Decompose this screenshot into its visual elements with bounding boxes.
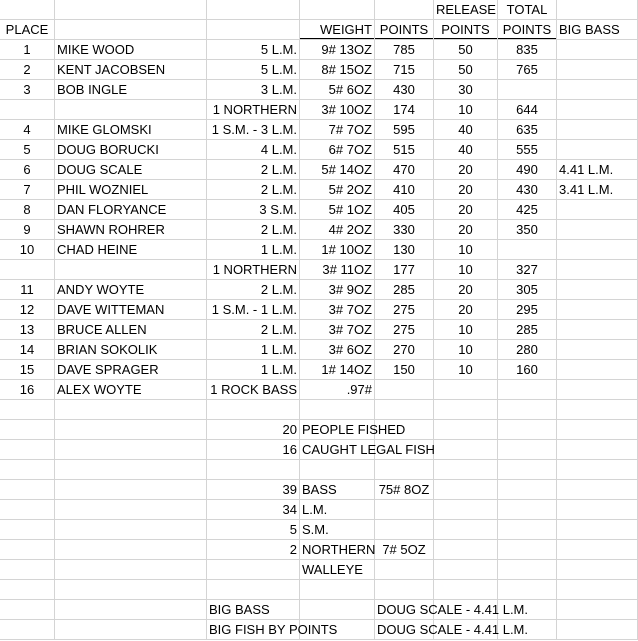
row-place[interactable]: 2 [0, 60, 55, 80]
sheet-cell[interactable] [434, 400, 498, 420]
summary-extra[interactable]: 7# 5OZ [375, 540, 434, 560]
sheet-cell[interactable] [0, 400, 55, 420]
row-points[interactable]: 515 [375, 140, 434, 160]
row-release[interactable]: 10 [434, 100, 498, 120]
sheet-cell[interactable] [557, 400, 638, 420]
row-release[interactable]: 10 [434, 240, 498, 260]
sheet-cell[interactable] [557, 540, 638, 560]
header-big-bass[interactable]: BIG BASS [557, 20, 638, 40]
row-points[interactable]: 270 [375, 340, 434, 360]
row-fish[interactable]: 2 L.M. [207, 180, 300, 200]
sheet-cell[interactable] [55, 260, 207, 280]
sheet-cell[interactable] [557, 40, 638, 60]
sheet-cell[interactable] [557, 560, 638, 580]
header-total[interactable]: TOTAL [498, 0, 557, 20]
sheet-cell[interactable] [498, 80, 557, 100]
row-weight[interactable]: 7# 7OZ [300, 120, 375, 140]
sheet-cell[interactable] [498, 420, 557, 440]
sheet-cell[interactable] [434, 580, 498, 600]
row-name[interactable]: CHAD HEINE [55, 240, 207, 260]
row-fish[interactable]: 1 NORTHERN [207, 100, 300, 120]
row-release[interactable]: 30 [434, 80, 498, 100]
summary-label[interactable]: WALLEYE [300, 560, 375, 580]
sheet-cell[interactable] [557, 60, 638, 80]
sheet-cell[interactable] [55, 620, 207, 640]
row-points[interactable]: 285 [375, 280, 434, 300]
row-points[interactable]: 715 [375, 60, 434, 80]
sheet-cell[interactable] [557, 260, 638, 280]
sheet-cell[interactable] [0, 0, 55, 20]
row-fish[interactable]: 1 S.M. - 3 L.M. [207, 120, 300, 140]
sheet-cell[interactable] [55, 400, 207, 420]
row-total[interactable]: 350 [498, 220, 557, 240]
summary-count[interactable]: 2 [207, 540, 300, 560]
row-total[interactable]: 430 [498, 180, 557, 200]
row-points[interactable]: 330 [375, 220, 434, 240]
row-total[interactable]: 835 [498, 40, 557, 60]
row-weight[interactable]: 9# 13OZ [300, 40, 375, 60]
sheet-cell[interactable] [498, 460, 557, 480]
sheet-cell[interactable] [557, 120, 638, 140]
row-fish[interactable]: 5 L.M. [207, 40, 300, 60]
award-value[interactable]: DOUG SCALE - 4.41 L.M. [375, 600, 434, 620]
row-place[interactable]: 8 [0, 200, 55, 220]
sheet-cell[interactable] [0, 260, 55, 280]
sheet-cell[interactable] [434, 560, 498, 580]
header-weight[interactable]: WEIGHT [300, 20, 375, 40]
sheet-cell[interactable] [498, 480, 557, 500]
row-release[interactable]: 10 [434, 340, 498, 360]
row-release[interactable]: 20 [434, 160, 498, 180]
sheet-cell[interactable] [375, 400, 434, 420]
summary-extra[interactable]: 75# 8OZ [375, 480, 434, 500]
sheet-cell[interactable] [498, 500, 557, 520]
row-fish[interactable]: 1 NORTHERN [207, 260, 300, 280]
row-weight[interactable]: 1# 10OZ [300, 240, 375, 260]
sheet-cell[interactable] [55, 20, 207, 40]
row-release[interactable]: 50 [434, 60, 498, 80]
sheet-cell[interactable] [557, 520, 638, 540]
sheet-cell[interactable] [0, 520, 55, 540]
sheet-cell[interactable] [557, 80, 638, 100]
row-points[interactable]: 470 [375, 160, 434, 180]
row-fish[interactable]: 1 L.M. [207, 340, 300, 360]
row-fish[interactable]: 3 S.M. [207, 200, 300, 220]
row-weight[interactable]: 8# 15OZ [300, 60, 375, 80]
sheet-cell[interactable] [557, 340, 638, 360]
row-name[interactable]: PHIL WOZNIEL [55, 180, 207, 200]
row-points[interactable]: 595 [375, 120, 434, 140]
row-weight[interactable]: 3# 11OZ [300, 260, 375, 280]
sheet-cell[interactable] [557, 420, 638, 440]
sheet-cell[interactable] [434, 520, 498, 540]
sheet-cell[interactable] [55, 0, 207, 20]
row-place[interactable]: 4 [0, 120, 55, 140]
row-release[interactable]: 10 [434, 260, 498, 280]
row-total[interactable]: 635 [498, 120, 557, 140]
sheet-cell[interactable] [55, 440, 207, 460]
summary-count[interactable]: 5 [207, 520, 300, 540]
row-weight[interactable]: 5# 6OZ [300, 80, 375, 100]
row-points[interactable]: 275 [375, 320, 434, 340]
sheet-cell[interactable] [0, 460, 55, 480]
sheet-cell[interactable] [0, 100, 55, 120]
row-name[interactable]: BOB INGLE [55, 80, 207, 100]
row-release[interactable]: 20 [434, 300, 498, 320]
row-fish[interactable]: 1 S.M. - 1 L.M. [207, 300, 300, 320]
row-fish[interactable]: 5 L.M. [207, 60, 300, 80]
row-points[interactable]: 410 [375, 180, 434, 200]
row-release[interactable]: 40 [434, 120, 498, 140]
row-weight[interactable]: 6# 7OZ [300, 140, 375, 160]
row-name[interactable]: DAVE WITTEMAN [55, 300, 207, 320]
row-weight[interactable]: 5# 2OZ [300, 180, 375, 200]
row-name[interactable]: BRUCE ALLEN [55, 320, 207, 340]
row-name[interactable]: DOUG BORUCKI [55, 140, 207, 160]
sheet-cell[interactable] [557, 280, 638, 300]
sheet-cell[interactable] [55, 100, 207, 120]
sheet-cell[interactable] [498, 240, 557, 260]
sheet-cell[interactable] [557, 480, 638, 500]
row-weight[interactable]: 5# 1OZ [300, 200, 375, 220]
summary-label[interactable]: S.M. [300, 520, 375, 540]
row-release[interactable]: 50 [434, 40, 498, 60]
sheet-cell[interactable] [0, 620, 55, 640]
sheet-cell[interactable] [55, 500, 207, 520]
sheet-cell[interactable] [434, 460, 498, 480]
row-fish[interactable]: 2 L.M. [207, 320, 300, 340]
row-total[interactable]: 305 [498, 280, 557, 300]
row-fish[interactable]: 2 L.M. [207, 160, 300, 180]
row-weight[interactable]: 3# 9OZ [300, 280, 375, 300]
sheet-cell[interactable] [375, 500, 434, 520]
sheet-cell[interactable] [0, 420, 55, 440]
summary-label[interactable]: BASS [300, 480, 375, 500]
row-total[interactable]: 160 [498, 360, 557, 380]
sheet-cell[interactable] [434, 500, 498, 520]
sheet-cell[interactable] [498, 520, 557, 540]
summary-label[interactable]: PEOPLE FISHED [300, 420, 375, 440]
row-place[interactable]: 1 [0, 40, 55, 60]
sheet-cell[interactable] [434, 440, 498, 460]
row-place[interactable]: 3 [0, 80, 55, 100]
summary-count[interactable]: 16 [207, 440, 300, 460]
sheet-cell[interactable] [0, 600, 55, 620]
row-points[interactable]: 177 [375, 260, 434, 280]
sheet-cell[interactable] [557, 440, 638, 460]
row-place[interactable]: 16 [0, 380, 55, 400]
row-name[interactable]: ALEX WOYTE [55, 380, 207, 400]
row-total[interactable]: 280 [498, 340, 557, 360]
sheet-cell[interactable] [207, 460, 300, 480]
row-release[interactable]: 40 [434, 140, 498, 160]
sheet-cell[interactable] [498, 440, 557, 460]
row-fish[interactable]: 2 L.M. [207, 220, 300, 240]
sheet-cell[interactable] [557, 220, 638, 240]
sheet-cell[interactable] [0, 440, 55, 460]
sheet-cell[interactable] [557, 380, 638, 400]
row-points[interactable]: 430 [375, 80, 434, 100]
sheet-cell[interactable] [0, 560, 55, 580]
row-total[interactable]: 555 [498, 140, 557, 160]
row-place[interactable]: 9 [0, 220, 55, 240]
row-name[interactable]: MIKE GLOMSKI [55, 120, 207, 140]
summary-count[interactable]: 34 [207, 500, 300, 520]
sheet-cell[interactable] [55, 460, 207, 480]
row-bigbass[interactable]: 3.41 L.M. [557, 180, 638, 200]
header-place[interactable]: PLACE [0, 20, 55, 40]
row-name[interactable]: DOUG SCALE [55, 160, 207, 180]
sheet-cell[interactable] [498, 400, 557, 420]
row-weight[interactable]: 1# 14OZ [300, 360, 375, 380]
award-label[interactable]: BIG BASS [207, 600, 300, 620]
sheet-cell[interactable] [207, 560, 300, 580]
sheet-cell[interactable] [557, 500, 638, 520]
row-fish[interactable]: 4 L.M. [207, 140, 300, 160]
row-release[interactable]: 20 [434, 280, 498, 300]
row-place[interactable]: 11 [0, 280, 55, 300]
row-name[interactable]: MIKE WOOD [55, 40, 207, 60]
sheet-cell[interactable] [498, 580, 557, 600]
row-total[interactable]: 765 [498, 60, 557, 80]
sheet-cell[interactable] [375, 520, 434, 540]
row-total[interactable]: 295 [498, 300, 557, 320]
row-weight[interactable]: 5# 14OZ [300, 160, 375, 180]
header-release[interactable]: RELEASE [434, 0, 498, 20]
sheet-cell[interactable] [55, 600, 207, 620]
sheet-cell[interactable] [300, 580, 375, 600]
sheet-cell[interactable] [434, 540, 498, 560]
sheet-cell[interactable] [55, 560, 207, 580]
award-label[interactable]: BIG FISH BY POINTS [207, 620, 300, 640]
summary-count[interactable]: 39 [207, 480, 300, 500]
summary-label[interactable]: NORTHERN [300, 540, 375, 560]
sheet-cell[interactable] [557, 600, 638, 620]
sheet-cell[interactable] [434, 480, 498, 500]
summary-label[interactable]: CAUGHT LEGAL FISH [300, 440, 375, 460]
row-fish[interactable]: 1 L.M. [207, 240, 300, 260]
row-name[interactable]: KENT JACOBSEN [55, 60, 207, 80]
row-weight[interactable]: .97# [300, 380, 375, 400]
row-total[interactable]: 425 [498, 200, 557, 220]
row-name[interactable]: SHAWN ROHRER [55, 220, 207, 240]
row-total[interactable]: 327 [498, 260, 557, 280]
sheet-cell[interactable] [55, 540, 207, 560]
sheet-cell[interactable] [55, 580, 207, 600]
row-points[interactable]: 405 [375, 200, 434, 220]
header-release-points[interactable]: POINTS [434, 20, 498, 40]
row-release[interactable]: 20 [434, 200, 498, 220]
sheet-cell[interactable] [300, 460, 375, 480]
sheet-cell[interactable] [557, 620, 638, 640]
row-weight[interactable]: 3# 7OZ [300, 320, 375, 340]
row-fish[interactable]: 1 ROCK BASS [207, 380, 300, 400]
summary-label[interactable]: L.M. [300, 500, 375, 520]
row-weight[interactable]: 3# 10OZ [300, 100, 375, 120]
row-place[interactable]: 7 [0, 180, 55, 200]
sheet-cell[interactable] [557, 320, 638, 340]
sheet-cell[interactable] [55, 480, 207, 500]
sheet-cell[interactable] [300, 0, 375, 20]
row-weight[interactable]: 4# 2OZ [300, 220, 375, 240]
sheet-cell[interactable] [557, 300, 638, 320]
sheet-cell[interactable] [0, 580, 55, 600]
sheet-cell[interactable] [557, 460, 638, 480]
row-release[interactable]: 10 [434, 320, 498, 340]
sheet-cell[interactable] [557, 580, 638, 600]
sheet-cell[interactable] [207, 0, 300, 20]
row-place[interactable]: 10 [0, 240, 55, 260]
sheet-cell[interactable] [375, 460, 434, 480]
sheet-cell[interactable] [375, 380, 434, 400]
row-name[interactable]: ANDY WOYTE [55, 280, 207, 300]
row-total[interactable]: 490 [498, 160, 557, 180]
sheet-cell[interactable] [557, 360, 638, 380]
row-fish[interactable]: 2 L.M. [207, 280, 300, 300]
row-place[interactable]: 13 [0, 320, 55, 340]
sheet-cell[interactable] [0, 480, 55, 500]
award-value[interactable]: DOUG SCALE - 4.41 L.M. [375, 620, 434, 640]
row-release[interactable]: 20 [434, 180, 498, 200]
sheet-cell[interactable] [0, 540, 55, 560]
row-weight[interactable]: 3# 7OZ [300, 300, 375, 320]
sheet-cell[interactable] [375, 560, 434, 580]
row-place[interactable]: 15 [0, 360, 55, 380]
sheet-cell[interactable] [0, 500, 55, 520]
sheet-cell[interactable] [55, 520, 207, 540]
sheet-cell[interactable] [557, 140, 638, 160]
sheet-cell[interactable] [557, 0, 638, 20]
row-name[interactable]: DAN FLORYANCE [55, 200, 207, 220]
row-total[interactable]: 644 [498, 100, 557, 120]
sheet-cell[interactable] [300, 600, 375, 620]
row-release[interactable]: 10 [434, 360, 498, 380]
row-release[interactable]: 20 [434, 220, 498, 240]
sheet-cell[interactable] [207, 400, 300, 420]
sheet-cell[interactable] [207, 20, 300, 40]
sheet-cell[interactable] [55, 420, 207, 440]
header-points[interactable]: POINTS [375, 20, 434, 40]
sheet-cell[interactable] [375, 0, 434, 20]
row-bigbass[interactable]: 4.41 L.M. [557, 160, 638, 180]
row-place[interactable]: 14 [0, 340, 55, 360]
row-points[interactable]: 785 [375, 40, 434, 60]
row-points[interactable]: 174 [375, 100, 434, 120]
row-name[interactable]: DAVE SPRAGER [55, 360, 207, 380]
row-name[interactable]: BRIAN SOKOLIK [55, 340, 207, 360]
sheet-cell[interactable] [207, 580, 300, 600]
row-fish[interactable]: 3 L.M. [207, 80, 300, 100]
header-total-points[interactable]: POINTS [498, 20, 557, 40]
row-place[interactable]: 12 [0, 300, 55, 320]
sheet-cell[interactable] [434, 420, 498, 440]
sheet-cell[interactable] [498, 380, 557, 400]
sheet-cell[interactable] [498, 560, 557, 580]
sheet-cell[interactable] [434, 380, 498, 400]
row-points[interactable]: 150 [375, 360, 434, 380]
sheet-cell[interactable] [375, 580, 434, 600]
sheet-cell[interactable] [557, 200, 638, 220]
summary-count[interactable]: 20 [207, 420, 300, 440]
sheet-cell[interactable] [300, 400, 375, 420]
row-fish[interactable]: 1 L.M. [207, 360, 300, 380]
row-points[interactable]: 130 [375, 240, 434, 260]
sheet-cell[interactable] [557, 240, 638, 260]
sheet-cell[interactable] [498, 540, 557, 560]
sheet-cell[interactable] [557, 100, 638, 120]
row-place[interactable]: 6 [0, 160, 55, 180]
row-weight[interactable]: 3# 6OZ [300, 340, 375, 360]
row-total[interactable]: 285 [498, 320, 557, 340]
row-place[interactable]: 5 [0, 140, 55, 160]
row-points[interactable]: 275 [375, 300, 434, 320]
